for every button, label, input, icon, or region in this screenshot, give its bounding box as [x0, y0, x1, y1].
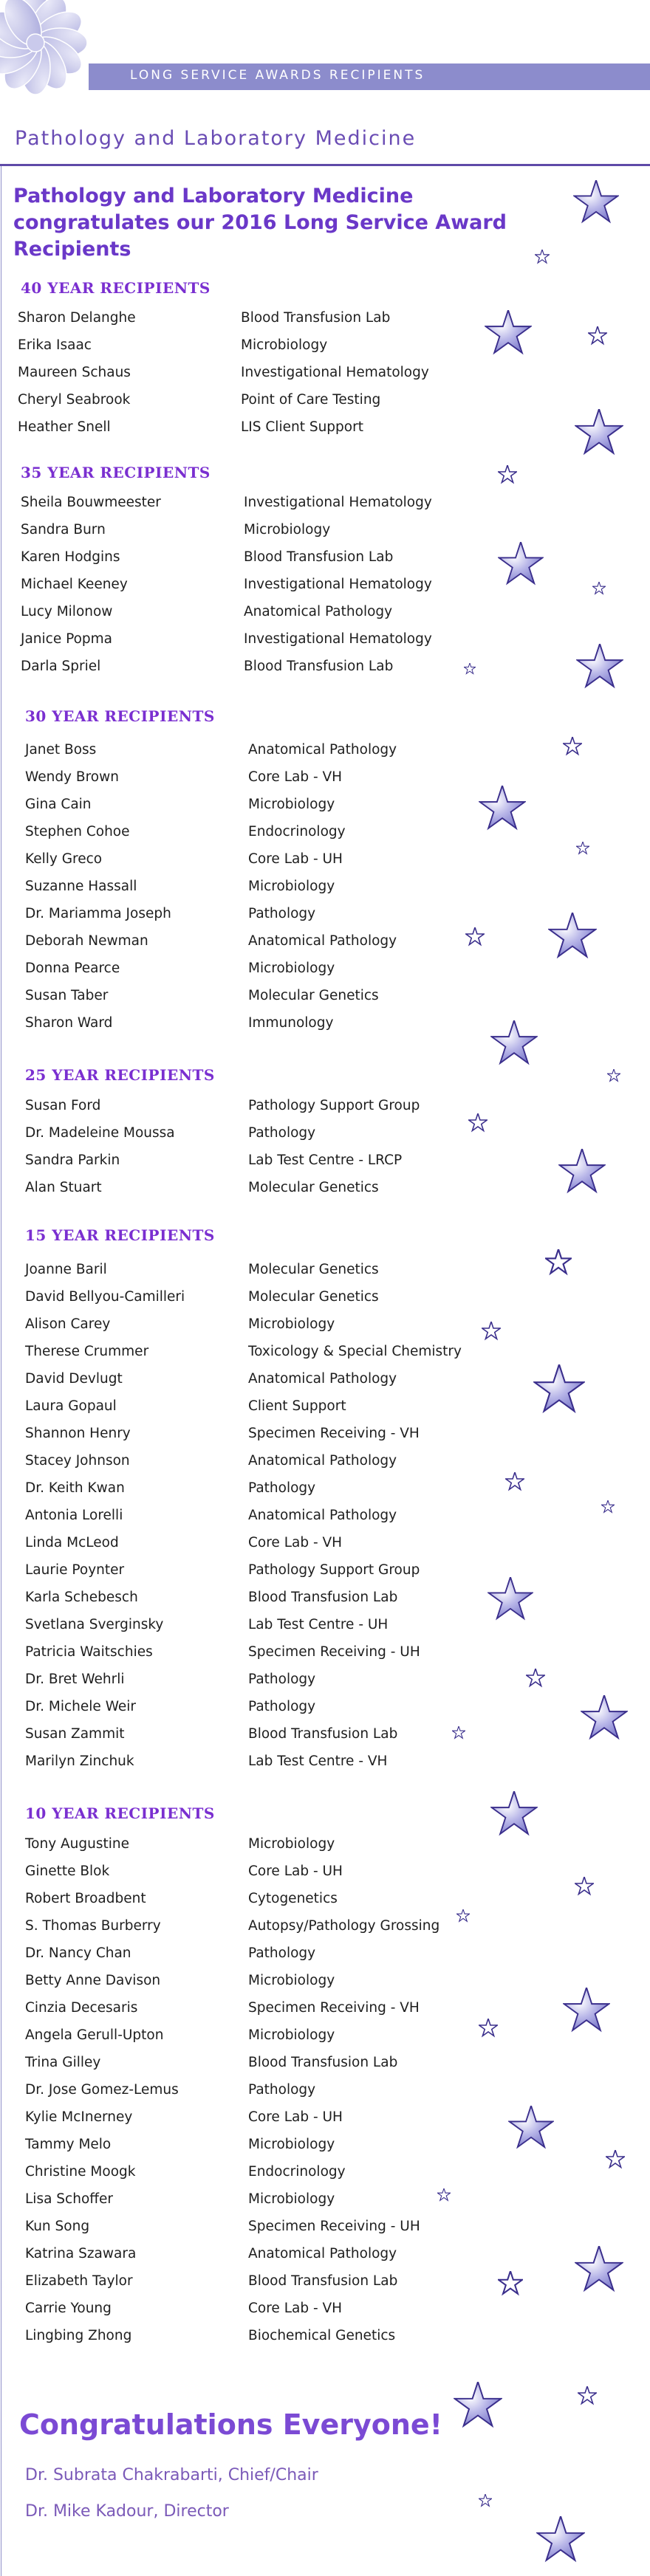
- recipient-name: Dr. Madeleine Moussa: [25, 1125, 175, 1141]
- recipient-name: Svetlana Sverginsky: [25, 1617, 164, 1632]
- recipient-name: Tony Augustine: [25, 1836, 130, 1852]
- section-heading-30-year: 30 YEAR RECIPIENTS: [25, 707, 215, 725]
- recipient-department: Pathology: [248, 1945, 316, 1961]
- recipient-name: Sharon Delanghe: [18, 310, 136, 326]
- recipient-department: Microbiology: [244, 522, 331, 537]
- recipient-name: Alan Stuart: [25, 1180, 102, 1195]
- recipient-department: Core Lab - UH: [248, 851, 343, 867]
- recipient-department: Blood Transfusion Lab: [241, 310, 391, 326]
- recipient-name: Karen Hodgins: [21, 549, 120, 565]
- recipient-department: Blood Transfusion Lab: [248, 2055, 398, 2070]
- recipient-name: Katrina Szawara: [25, 2246, 137, 2261]
- recipient-department: Cytogenetics: [248, 1891, 338, 1906]
- recipient-name: Darla Spriel: [21, 659, 101, 674]
- recipient-name: Sharon Ward: [25, 1015, 113, 1031]
- recipient-name: Therese Crummer: [25, 1344, 149, 1359]
- recipient-name: David Devlugt: [25, 1371, 123, 1387]
- recipient-department: Lab Test Centre - LRCP: [248, 1153, 403, 1168]
- recipient-name: Elizabeth Taylor: [25, 2273, 133, 2289]
- recipient-department: Client Support: [248, 1398, 346, 1414]
- recipient-name: Joanne Baril: [25, 1262, 107, 1277]
- recipient-department: Pathology: [248, 1480, 316, 1496]
- recipient-name: Janet Boss: [25, 742, 97, 758]
- recipient-name: Karla Schebesch: [25, 1590, 138, 1605]
- recipient-name: S. Thomas Burberry: [25, 1918, 161, 1934]
- recipient-department: Investigational Hematology: [241, 365, 429, 380]
- recipient-name: Shannon Henry: [25, 1426, 131, 1441]
- recipient-department: Anatomical Pathology: [248, 933, 397, 949]
- congratulations-heading: Congratulations Everyone!: [19, 2408, 442, 2441]
- recipient-name: Laurie Poynter: [25, 1562, 125, 1578]
- recipient-department: Microbiology: [248, 2027, 335, 2043]
- recipient-department: Pathology: [248, 2082, 316, 2098]
- recipient-name: Betty Anne Davison: [25, 1973, 161, 1988]
- recipient-name: Donna Pearce: [25, 961, 120, 976]
- recipient-name: Dr. Nancy Chan: [25, 1945, 131, 1961]
- recipient-name: Stephen Cohoe: [25, 824, 130, 839]
- recipient-name: Cinzia Decesaris: [25, 2000, 138, 2016]
- recipient-department: Microbiology: [248, 1973, 335, 1988]
- recipient-name: Ginette Blok: [25, 1864, 110, 1879]
- recipient-department: Microbiology: [248, 2191, 335, 2207]
- recipient-department: Endocrinology: [248, 2164, 346, 2180]
- recipient-department: Pathology: [248, 1125, 316, 1141]
- recipient-department: Molecular Genetics: [248, 1180, 379, 1195]
- recipient-department: Anatomical Pathology: [244, 604, 393, 619]
- recipient-name: Sandra Parkin: [25, 1153, 120, 1168]
- recipient-name: Carrie Young: [25, 2301, 112, 2316]
- recipient-department: Blood Transfusion Lab: [244, 549, 394, 565]
- recipient-department: Anatomical Pathology: [248, 742, 397, 758]
- recipient-name: Deborah Newman: [25, 933, 148, 949]
- recipient-department: Blood Transfusion Lab: [248, 1590, 398, 1605]
- recipient-name: Linda McLeod: [25, 1535, 119, 1550]
- recipient-department: Microbiology: [248, 797, 335, 812]
- recipient-department: Biochemical Genetics: [248, 2328, 396, 2343]
- recipient-department: Pathology Support Group: [248, 1562, 420, 1578]
- recipient-name: Tammy Melo: [25, 2137, 112, 2152]
- recipient-department: Specimen Receiving - UH: [248, 1644, 420, 1660]
- recipient-department: Immunology: [248, 1015, 334, 1031]
- recipient-department: Toxicology & Special Chemistry: [248, 1344, 462, 1359]
- recipient-department: Core Lab - VH: [248, 1535, 343, 1550]
- recipient-department: Anatomical Pathology: [248, 1371, 397, 1387]
- section-heading-10-year: 10 YEAR RECIPIENTS: [25, 1804, 215, 1822]
- recipient-name: Wendy Brown: [25, 769, 119, 785]
- recipient-name: Michael Keeney: [21, 577, 128, 592]
- recipient-department: Molecular Genetics: [248, 1262, 379, 1277]
- recipient-department: Microbiology: [248, 1836, 335, 1852]
- section-heading-15-year: 15 YEAR RECIPIENTS: [25, 1226, 215, 1244]
- signature-director: Dr. Mike Kadour, Director: [25, 2502, 229, 2521]
- recipient-name: Marilyn Zinchuk: [25, 1754, 134, 1769]
- recipient-department: Point of Care Testing: [241, 392, 381, 408]
- section-heading-40-year: 40 YEAR RECIPIENTS: [21, 279, 211, 297]
- recipient-department: Core Lab - UH: [248, 1864, 343, 1879]
- recipient-name: Susan Taber: [25, 988, 109, 1003]
- recipient-department: Autopsy/Pathology Grossing: [248, 1918, 440, 1934]
- recipient-department: Microbiology: [248, 879, 335, 894]
- recipient-name: Kun Song: [25, 2219, 90, 2234]
- recipient-department: Anatomical Pathology: [248, 1453, 397, 1469]
- recipient-name: Angela Gerull-Upton: [25, 2027, 164, 2043]
- recipient-name: Lisa Schoffer: [25, 2191, 113, 2207]
- recipient-department: Core Lab - VH: [248, 769, 343, 785]
- recipient-name: Trina Gilley: [25, 2055, 101, 2070]
- intro-heading: Pathology and Laboratory Medicine congratulates our 2016 Long Service Award Recipients: [13, 185, 507, 261]
- recipient-name: Lucy Milonow: [21, 604, 113, 619]
- recipient-name: Lingbing Zhong: [25, 2328, 132, 2343]
- section-heading-25-year: 25 YEAR RECIPIENTS: [25, 1066, 215, 1084]
- department-title: Pathology and Laboratory Medicine: [15, 127, 417, 150]
- signature-chief: Dr. Subrata Chakrabarti, Chief/Chair: [25, 2466, 318, 2484]
- recipient-name: Suzanne Hassall: [25, 879, 137, 894]
- recipient-name: Cheryl Seabrook: [18, 392, 131, 408]
- recipient-name: Gina Cain: [25, 797, 92, 812]
- recipient-department: Specimen Receiving - UH: [248, 2219, 420, 2234]
- recipient-name: Erika Isaac: [18, 337, 92, 353]
- recipient-department: Lab Test Centre - UH: [248, 1617, 389, 1632]
- recipient-department: Microbiology: [248, 2137, 335, 2152]
- recipient-department: Pathology: [248, 906, 316, 921]
- recipient-department: Anatomical Pathology: [248, 1508, 397, 1523]
- recipient-department: Blood Transfusion Lab: [244, 659, 394, 674]
- recipient-name: Dr. Michele Weir: [25, 1699, 137, 1714]
- recipient-department: Microbiology: [241, 337, 328, 353]
- recipient-department: Investigational Hematology: [244, 631, 432, 647]
- recipient-department: LIS Client Support: [241, 419, 363, 435]
- recipient-name: Kelly Greco: [25, 851, 103, 867]
- recipient-name: Antonia Lorelli: [25, 1508, 123, 1523]
- recipient-department: Core Lab - UH: [248, 2109, 343, 2125]
- recipient-name: Sheila Bouwmeester: [21, 495, 161, 510]
- section-heading-35-year: 35 YEAR RECIPIENTS: [21, 464, 211, 481]
- recipient-department: Pathology: [248, 1672, 316, 1687]
- recipient-department: Molecular Genetics: [248, 988, 379, 1003]
- recipient-department: Microbiology: [248, 961, 335, 976]
- recipient-name: Laura Gopaul: [25, 1398, 117, 1414]
- recipient-name: Susan Zammit: [25, 1726, 125, 1742]
- recipient-name: Kylie McInerney: [25, 2109, 133, 2125]
- recipient-department: Pathology Support Group: [248, 1098, 420, 1113]
- recipient-name: Maureen Schaus: [18, 365, 131, 380]
- recipient-name: Janice Popma: [21, 631, 113, 647]
- recipient-name: Heather Snell: [18, 419, 111, 435]
- recipient-department: Molecular Genetics: [248, 1289, 379, 1305]
- recipient-department: Anatomical Pathology: [248, 2246, 397, 2261]
- recipient-name: Dr. Jose Gomez-Lemus: [25, 2082, 179, 2098]
- recipient-department: Investigational Hematology: [244, 495, 432, 510]
- recipient-name: Patricia Waitschies: [25, 1644, 153, 1660]
- recipient-department: Endocrinology: [248, 824, 346, 839]
- recipient-name: Robert Broadbent: [25, 1891, 146, 1906]
- recipient-name: Dr. Bret Wehrli: [25, 1672, 125, 1687]
- recipient-name: Susan Ford: [25, 1098, 101, 1113]
- recipient-department: Microbiology: [248, 1316, 335, 1332]
- recipient-name: David Bellyou-Camilleri: [25, 1289, 185, 1305]
- recipient-name: Christine Moogk: [25, 2164, 136, 2180]
- recipient-name: Sandra Burn: [21, 522, 106, 537]
- recipient-department: Specimen Receiving - VH: [248, 2000, 420, 2016]
- star-icon: [437, 180, 626, 2560]
- recipient-name: Stacey Johnson: [25, 1453, 130, 1469]
- banner-title: LONG SERVICE AWARDS RECIPIENTS: [130, 68, 425, 83]
- recipient-department: Lab Test Centre - VH: [248, 1754, 388, 1769]
- recipient-department: Core Lab - VH: [248, 2301, 343, 2316]
- recipient-department: Specimen Receiving - VH: [248, 1426, 420, 1441]
- recipient-name: Dr. Keith Kwan: [25, 1480, 125, 1496]
- recipient-department: Investigational Hematology: [244, 577, 432, 592]
- recipient-department: Pathology: [248, 1699, 316, 1714]
- recipient-department: Blood Transfusion Lab: [248, 1726, 398, 1742]
- recipient-name: Dr. Mariamma Joseph: [25, 906, 171, 921]
- recipient-department: Blood Transfusion Lab: [248, 2273, 398, 2289]
- recipient-name: Alison Carey: [25, 1316, 111, 1332]
